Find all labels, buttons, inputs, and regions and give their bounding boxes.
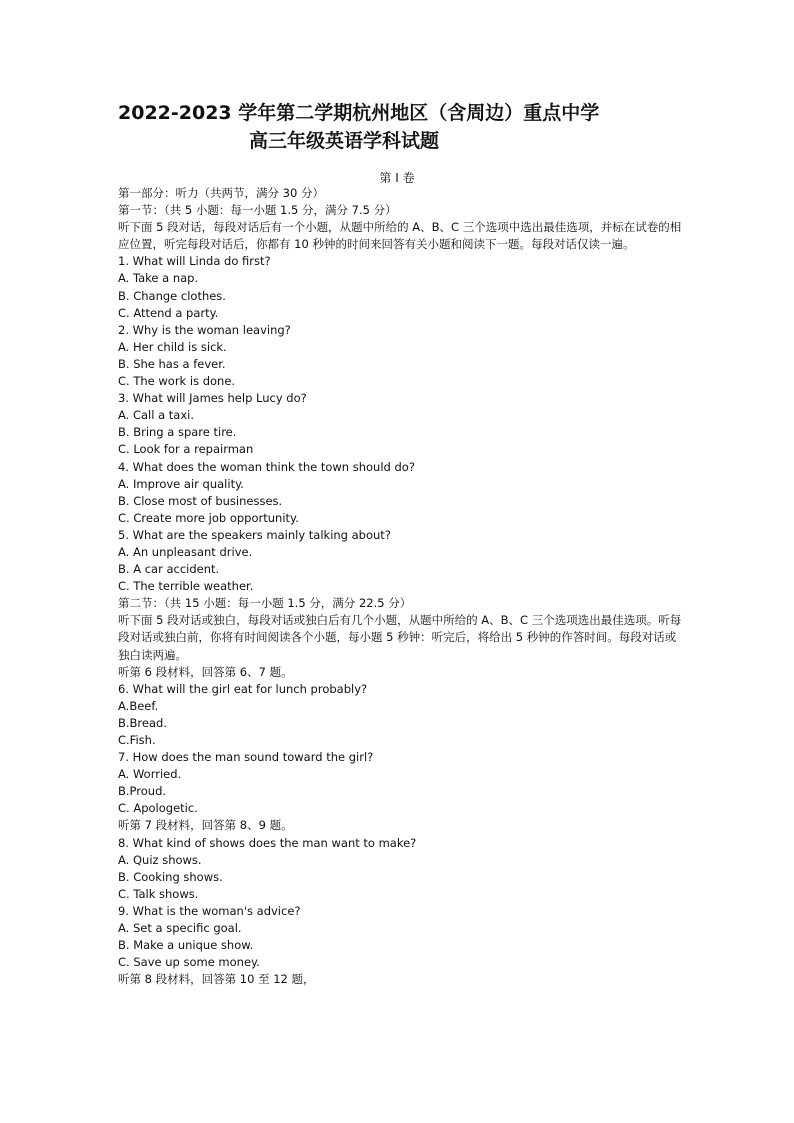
answer-option: A.Beef. — [118, 698, 159, 713]
answer-option: C. The terrible weather. — [118, 579, 254, 594]
answer-option: B. Make a unique show. — [118, 938, 254, 953]
material-instruction: 听第 8 段材料，回答第 10 至 12 题， — [118, 972, 315, 987]
section2-instructions: 听下面 5 段对话或独白，每段对话或独白后有几个小题，从题中所给的 A、B、C 三个选项选出最佳选项。听每段对话或独白前，你将有时间阅读各个小题，每小题 5 秒钟：听完后，将给出 5 秒钟的作答时间。每段对话或独白读两遍。 — [118, 613, 682, 662]
question-stem: 1. What will Linda do first? — [118, 254, 271, 269]
part1-heading: 第一部分：听力（共两节，满分 30 分） — [118, 186, 324, 200]
answer-option: A. Call a taxi. — [118, 408, 195, 423]
answer-option: C. Save up some money. — [118, 955, 260, 970]
answer-option: B. A car accident. — [118, 562, 220, 577]
answer-option: A. Improve air quality. — [118, 476, 244, 491]
answer-option: C. Create more job opportunity. — [118, 510, 299, 525]
question-stem: 9. What is the woman's advice? — [118, 903, 301, 918]
answer-option: B. She has a fever. — [118, 356, 226, 371]
answer-option: C. Look for a repairman — [118, 442, 254, 457]
question-stem: 6. What will the girl eat for lunch probably? — [118, 681, 368, 696]
question-stem: 7. How does the man sound toward the girl? — [118, 750, 374, 765]
question-stem: 3. What will James help Lucy do? — [118, 391, 307, 406]
answer-option: A. An unpleasant drive. — [118, 544, 253, 559]
section1-heading: 第一节：（共 5 小题：每一小题 1.5 分，满分 7.5 分） — [118, 203, 397, 218]
answer-option: A. Set a specific goal. — [118, 921, 242, 936]
exam-body — [118, 185, 682, 988]
answer-option: A. Take a nap. — [118, 271, 199, 286]
answer-option: C. The work is done. — [118, 374, 236, 389]
exam-title-line1: 2022-2023 学年第二学期杭州地区（含周边）重点中学 — [118, 102, 600, 124]
answer-option: C. Apologetic. — [118, 801, 198, 816]
material-instruction: 听第 7 段材料，回答第 8、9 题。 — [118, 818, 293, 833]
answer-option: C.Fish. — [118, 733, 156, 747]
answer-option: B. Close most of businesses. — [118, 493, 283, 508]
answer-option: B. Change clothes. — [118, 288, 226, 303]
answer-option: A. Quiz shows. — [118, 852, 202, 867]
section1-questions — [118, 253, 682, 595]
answer-option: C. Attend a party. — [118, 305, 219, 320]
volume-label: 第 I 卷 — [379, 171, 415, 185]
question-stem: 5. What are the speakers mainly talking about? — [118, 527, 391, 542]
answer-option: B. Cooking shows. — [118, 869, 223, 884]
answer-option: C. Talk shows. — [118, 886, 199, 901]
answer-option: B.Proud. — [118, 784, 167, 799]
question-stem: 4. What does the woman think the town should do? — [118, 459, 415, 474]
answer-option: B. Bring a spare tire. — [118, 425, 237, 440]
answer-option: A. Worried. — [118, 767, 182, 782]
answer-option: A. Her child is sick. — [118, 339, 227, 354]
question-stem: 2. Why is the woman leaving? — [118, 322, 291, 337]
material-instruction: 听第 6 段材料，回答第 6、7 题。 — [118, 664, 293, 679]
question-stem: 8. What kind of shows does the man want to make? — [118, 835, 417, 850]
section2-heading: 第二节：（共 15 小题：每一小题 1.5 分，满分 22.5 分） — [118, 596, 412, 611]
answer-option: B.Bread. — [118, 715, 167, 730]
section2-questions — [118, 664, 682, 989]
exam-title-line2: 高三年级英语学科试题 — [249, 130, 440, 152]
section1-instructions: 听下面 5 段对话，每段对话后有一个小题，从题中所给的 A、B、C 三个选项中选出最佳选项，并标在试卷的相应位置，听完每段对话后，你都有 10 秒钟的时间来回答有关小题和阅读下一题。每段对话仅读一遍。 — [118, 220, 682, 252]
